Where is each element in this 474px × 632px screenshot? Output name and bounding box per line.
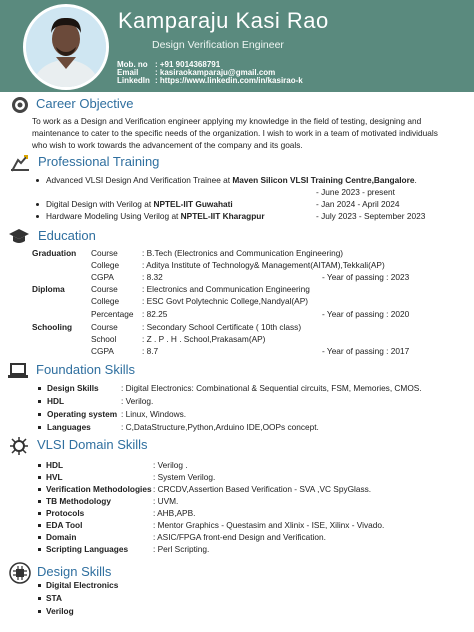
skill-value: : AHB,APB.	[153, 508, 196, 518]
bullet-icon	[38, 584, 41, 587]
education-key: School	[91, 334, 117, 344]
foundation-skills-title: Foundation Skills	[36, 362, 135, 377]
linkedin-value[interactable]: : https://www.linkedin.com/in/kasirao-k	[155, 76, 303, 85]
chip-icon	[9, 562, 31, 584]
linkedin-label: LinkedIn	[117, 76, 150, 85]
education-value: : 8.32	[142, 272, 163, 282]
skill-value: : Perl Scripting.	[153, 544, 210, 554]
training-item	[46, 211, 265, 221]
skill-key: Operating system	[47, 409, 118, 419]
email-value[interactable]: : kasiraokamparaju@gmail.com	[155, 68, 276, 77]
skill-value: : UVM.	[153, 496, 179, 506]
training-item-institute: Maven Silicon VLSI Training Centre,Bangalore	[232, 175, 415, 185]
education-level-label: Schooling	[32, 322, 73, 332]
skill-key: Protocols	[46, 508, 85, 518]
bullet-icon	[38, 548, 41, 551]
education-key: College	[91, 296, 120, 306]
training-item-date: - Jan 2024 - April 2024	[316, 199, 400, 209]
skill-value: : Digital Electronics: Combinational & Sequential circuits, FSM, Memories, CMOS.	[121, 383, 422, 393]
skill-key: Languages	[47, 422, 91, 432]
education-value: : 8.7	[142, 346, 159, 356]
education-value: : Z . P . H . School,Prakasam(AP)	[142, 334, 266, 344]
career-objective-text: To work as a Design and Verification engineer applying my knowledge in the field of testing, designing and maintenance to cater to the specific needs of the organization. I wish to work in a team of motivated individuals who wish to work towards the advancement of the company and its goals.	[32, 116, 438, 150]
education-title: Education	[38, 228, 96, 243]
training-item-suffix: .	[414, 175, 417, 185]
training-item-institute: NPTEL-IIT Kharagpur	[180, 211, 265, 221]
bullet-icon	[36, 203, 39, 206]
person-photo-icon	[26, 7, 106, 87]
bullet-icon	[38, 476, 41, 479]
education-key: Course	[91, 284, 118, 294]
training-item-date: - July 2023 - September 2023	[316, 211, 426, 221]
bullet-icon	[38, 400, 41, 403]
mobile-label: Mob. no	[117, 60, 148, 69]
training-item	[46, 199, 233, 209]
bullet-icon	[38, 413, 41, 416]
career-objective-icon	[10, 96, 30, 114]
vlsi-skills-title: VLSI Domain Skills	[37, 437, 148, 452]
bullet-icon	[38, 426, 41, 429]
skill-key: EDA Tool	[46, 520, 83, 530]
skill-key: TB Methodology	[46, 496, 111, 506]
education-level-label: Diploma	[32, 284, 65, 294]
skill-value: : Verilog .	[153, 460, 188, 470]
training-item-text: Advanced VLSI Design And Verification Trainee at	[46, 175, 233, 185]
bullet-icon	[38, 512, 41, 515]
education-value: : B.Tech (Electronics and Communication Engineering)	[142, 248, 344, 258]
education-year: - Year of passing : 2017	[322, 346, 410, 356]
candidate-name: Kamparaju Kasi Rao	[118, 8, 329, 33]
bullet-icon	[38, 488, 41, 491]
candidate-role: Design Verification Engineer	[152, 39, 284, 51]
bullet-icon	[38, 500, 41, 503]
skill-key: HVL	[46, 472, 63, 482]
profile-photo	[23, 4, 109, 90]
laptop-icon	[8, 362, 28, 380]
email-label: Email	[117, 68, 139, 77]
education-level-label: Graduation	[32, 248, 77, 258]
skill-key: Verification Methodologies	[46, 484, 152, 494]
design-skill-item: Digital Electronics	[46, 580, 119, 590]
bullet-icon	[38, 536, 41, 539]
bullet-icon	[38, 524, 41, 527]
design-skills-title: Design Skills	[37, 564, 112, 579]
education-value: : Secondary School Certificate ( 10th class)	[142, 322, 302, 332]
skill-value: : Linux, Windows.	[121, 409, 187, 419]
education-value: : Aditya Institute of Technology& Management(AITAM),Tekkali(AP)	[142, 260, 385, 270]
skill-key: HDL	[46, 460, 64, 470]
bullet-icon	[38, 610, 41, 613]
skill-key: Design Skills	[47, 383, 99, 393]
skill-value: : Verilog.	[121, 396, 154, 406]
education-key: Course	[91, 322, 118, 332]
graduation-cap-icon	[9, 228, 29, 246]
training-item	[46, 175, 417, 185]
education-key: CGPA	[91, 346, 114, 356]
education-value: : 82.25	[142, 309, 168, 319]
design-skill-item: STA	[46, 593, 62, 603]
education-year: - Year of passing : 2023	[322, 272, 410, 282]
contact-linkedin	[117, 76, 303, 85]
skill-value: : Mentor Graphics - Questasim and Xlinix - ISE, Xilinx - Vivado.	[153, 520, 385, 530]
education-value: : ESC Govt Polytechnic College,Nandyal(AP)	[142, 296, 309, 306]
bullet-icon	[36, 179, 39, 182]
training-item-text: Hardware Modeling Using Verilog at	[46, 211, 181, 221]
bullet-icon	[38, 387, 41, 390]
bullet-icon	[38, 464, 41, 467]
training-item-text: Digital Design with Verilog at	[46, 199, 154, 209]
mobile-value: : +91 9014368791	[155, 60, 221, 69]
education-year: - Year of passing : 2020	[322, 309, 410, 319]
skill-key: HDL	[47, 396, 65, 406]
skill-value: : C,DataStructure,Python,Arduino IDE,OOPs concept.	[121, 422, 319, 432]
design-skill-item: Verilog	[46, 606, 74, 616]
education-value: : Electronics and Communication Engineering	[142, 284, 310, 294]
skill-value: : System Verilog.	[153, 472, 216, 482]
career-objective-title: Career Objective	[36, 96, 134, 111]
education-key: Percentage	[91, 309, 134, 319]
training-icon	[10, 154, 30, 172]
bullet-icon	[36, 215, 39, 218]
training-title: Professional Training	[38, 154, 160, 169]
training-item-institute: NPTEL-IIT Guwahati	[153, 199, 233, 209]
bullet-icon	[38, 597, 41, 600]
skill-key: Domain	[46, 532, 77, 542]
education-key: Course	[91, 248, 118, 258]
training-item-date: - June 2023 - present	[316, 187, 395, 197]
skill-key: Scripting Languages	[46, 544, 129, 554]
circuit-icon	[9, 437, 29, 455]
education-key: College	[91, 260, 120, 270]
skill-value: : CRCDV,Assertion Based Verification - SVA ,VC SpyGlass.	[153, 484, 372, 494]
skill-value: : ASIC/FPGA front-end Design and Verification.	[153, 532, 326, 542]
education-key: CGPA	[91, 272, 114, 282]
